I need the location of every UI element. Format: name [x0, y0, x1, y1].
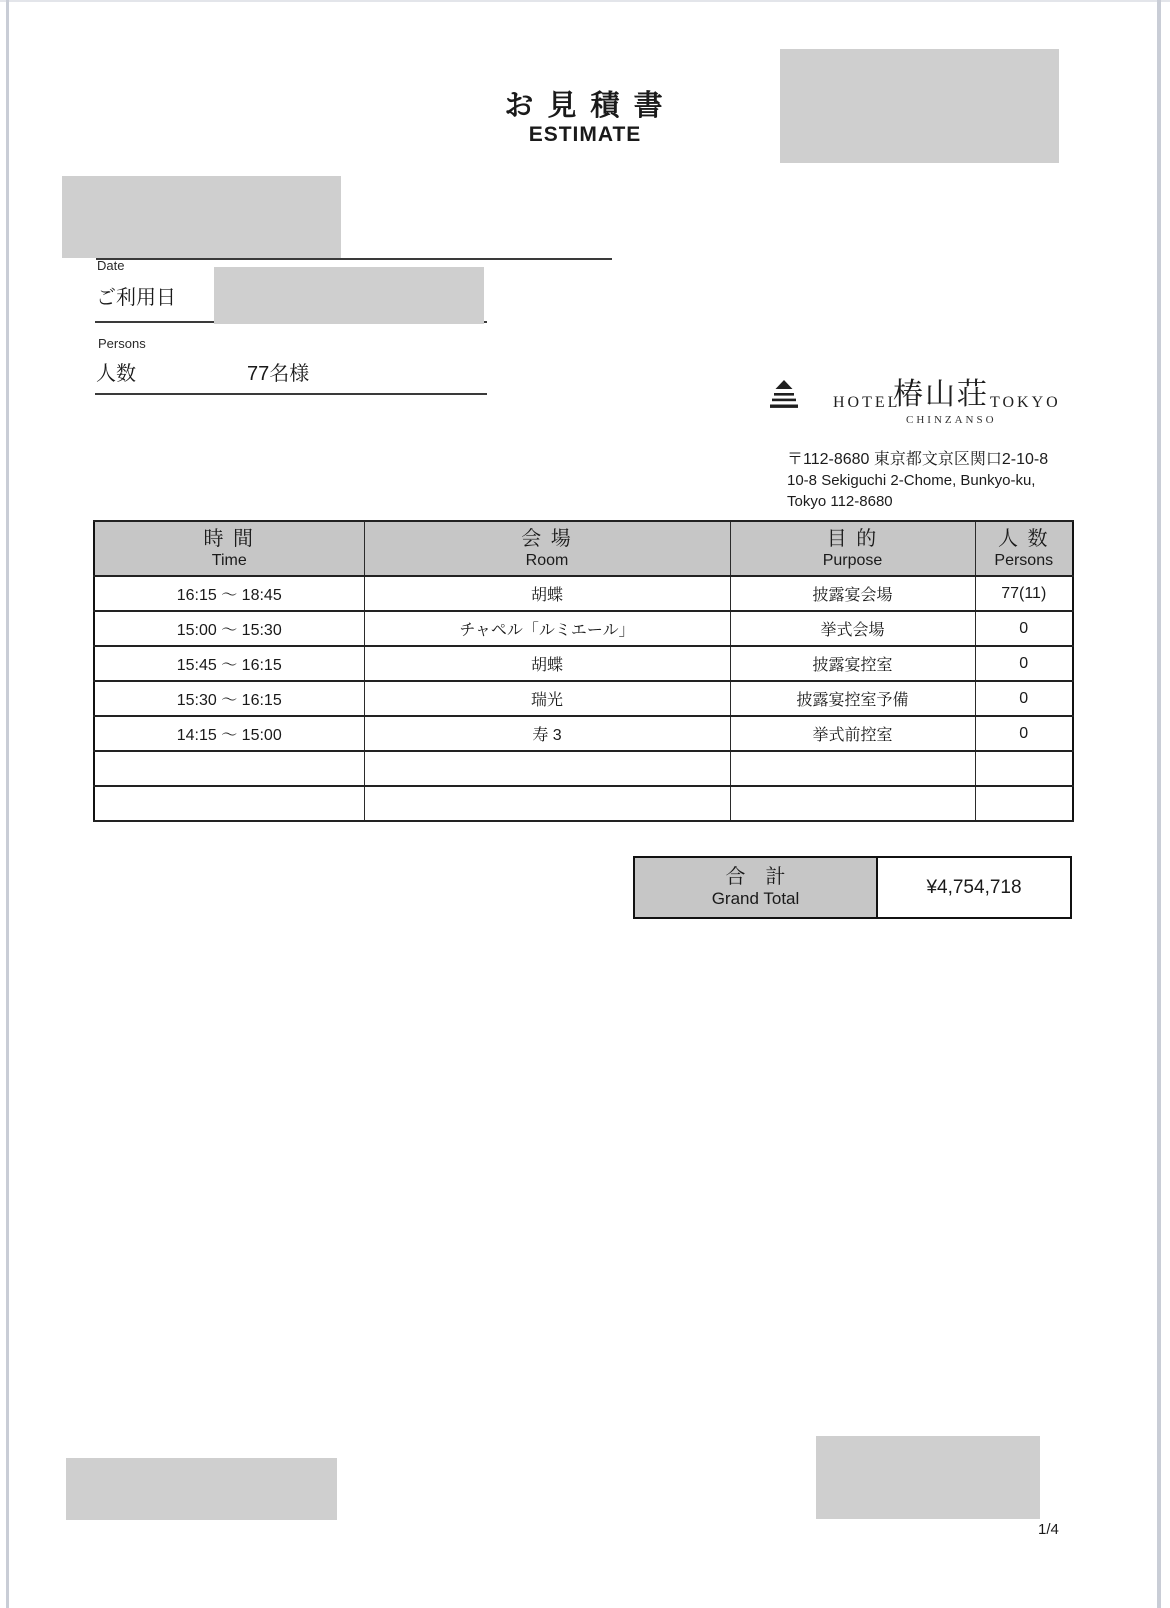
- hotel-logo: [753, 375, 1073, 433]
- date-label-en: Date: [97, 258, 125, 273]
- cell-room: 寿 3: [364, 716, 730, 751]
- header-time: [94, 521, 364, 576]
- cell-purpose: [730, 751, 975, 786]
- header-room-en: Room: [525, 551, 569, 569]
- grand-total-box: [633, 856, 1072, 919]
- persons-label-jp: 人数: [96, 363, 136, 385]
- cell-room: [364, 751, 730, 786]
- hotel-address-jp: 〒112-8680 東京都文京区関口2-10-8: [787, 451, 1049, 468]
- cell-purpose: 披露宴控室予備: [730, 681, 975, 716]
- recipient-underline: [96, 258, 612, 260]
- table-row: [94, 716, 1073, 751]
- redaction-box-recipient: [62, 176, 341, 258]
- redaction-box-date-value: [214, 267, 484, 324]
- page-edge-left: [6, 0, 9, 1608]
- cell-persons: 0: [975, 646, 1073, 681]
- cell-time: 14:15 ～ 15:00: [94, 716, 364, 751]
- header-room: [364, 521, 730, 576]
- page-edge-right: [1157, 0, 1161, 1608]
- redaction-box-bottom-left: [66, 1458, 337, 1520]
- table-row: [94, 576, 1073, 611]
- header-time-jp: 時 間: [203, 527, 256, 550]
- cell-time: 15:45 ～ 16:15: [94, 646, 364, 681]
- cell-room: 胡蝶: [364, 646, 730, 681]
- hotel-address: [787, 449, 1048, 512]
- cell-purpose: [730, 786, 975, 821]
- hotel-address-en1: 10-8 Sekiguchi 2-Chome, Bunkyo-ku,: [787, 472, 1036, 489]
- hotel-brand-sub: CHINZANSO: [906, 414, 997, 426]
- header-purpose-jp: 目 的: [826, 527, 879, 550]
- header-room-jp: 会 場: [521, 527, 573, 550]
- table-row: [94, 681, 1073, 716]
- hotel-pagoda-icon: [767, 380, 801, 416]
- grand-total-label-jp: 合 計: [725, 866, 786, 888]
- document-title-jp: お 見 積 書: [504, 90, 666, 122]
- cell-persons: 0: [975, 611, 1073, 646]
- header-purpose-en: Purpose: [822, 551, 883, 569]
- cell-room: [364, 786, 730, 821]
- cell-time: 15:00 ～ 15:30: [94, 611, 364, 646]
- cell-persons: 0: [975, 716, 1073, 751]
- cell-purpose: 披露宴控室: [730, 646, 975, 681]
- cell-persons: 0: [975, 681, 1073, 716]
- header-persons-jp: 人 数: [997, 527, 1050, 550]
- cell-time: 15:30 ～ 16:15: [94, 681, 364, 716]
- cell-persons: [975, 786, 1073, 821]
- document-title-en: ESTIMATE: [528, 123, 642, 146]
- table-row-empty: [94, 786, 1073, 821]
- cell-time: [94, 786, 364, 821]
- header-purpose: [730, 521, 975, 576]
- cell-purpose: 披露宴会場: [730, 576, 975, 611]
- cell-time: 16:15 ～ 18:45: [94, 576, 364, 611]
- date-label-jp: ご利用日: [96, 287, 176, 309]
- cell-purpose: 挙式前控室: [730, 716, 975, 751]
- persons-label-en: Persons: [98, 336, 146, 351]
- grand-total-value: ¥4,754,718: [926, 876, 1022, 898]
- persons-value: 77名様: [247, 363, 310, 385]
- cell-persons: [975, 751, 1073, 786]
- persons-underline: [95, 393, 487, 395]
- schedule-header-row: [94, 521, 1073, 576]
- hotel-brand-suffix: TOKYO: [990, 394, 1061, 411]
- cell-room: 瑞光: [364, 681, 730, 716]
- cell-purpose: 挙式会場: [730, 611, 975, 646]
- schedule-table: [93, 520, 1074, 822]
- grand-total-label-en: Grand Total: [711, 889, 800, 908]
- cell-time: [94, 751, 364, 786]
- hotel-brand-name: 椿山荘: [893, 378, 989, 411]
- page-edge-top: [0, 0, 1170, 2]
- cell-room: 胡蝶: [364, 576, 730, 611]
- header-persons-en: Persons: [994, 551, 1054, 569]
- grand-total-label: [635, 858, 878, 917]
- header-persons: [975, 521, 1073, 576]
- header-time-en: Time: [211, 551, 247, 569]
- hotel-address-en2: Tokyo 112-8680: [787, 493, 893, 510]
- redaction-box-bottom-right: [816, 1436, 1040, 1519]
- hotel-brand-prefix: HOTEL: [833, 394, 901, 411]
- table-row-empty: [94, 751, 1073, 786]
- redaction-box-top-right: [780, 49, 1059, 163]
- table-row: [94, 611, 1073, 646]
- table-row: [94, 646, 1073, 681]
- cell-persons: 77(11): [975, 576, 1073, 611]
- page-number: 1/4: [1038, 1521, 1059, 1538]
- cell-room: チャペル「ルミエール」: [364, 611, 730, 646]
